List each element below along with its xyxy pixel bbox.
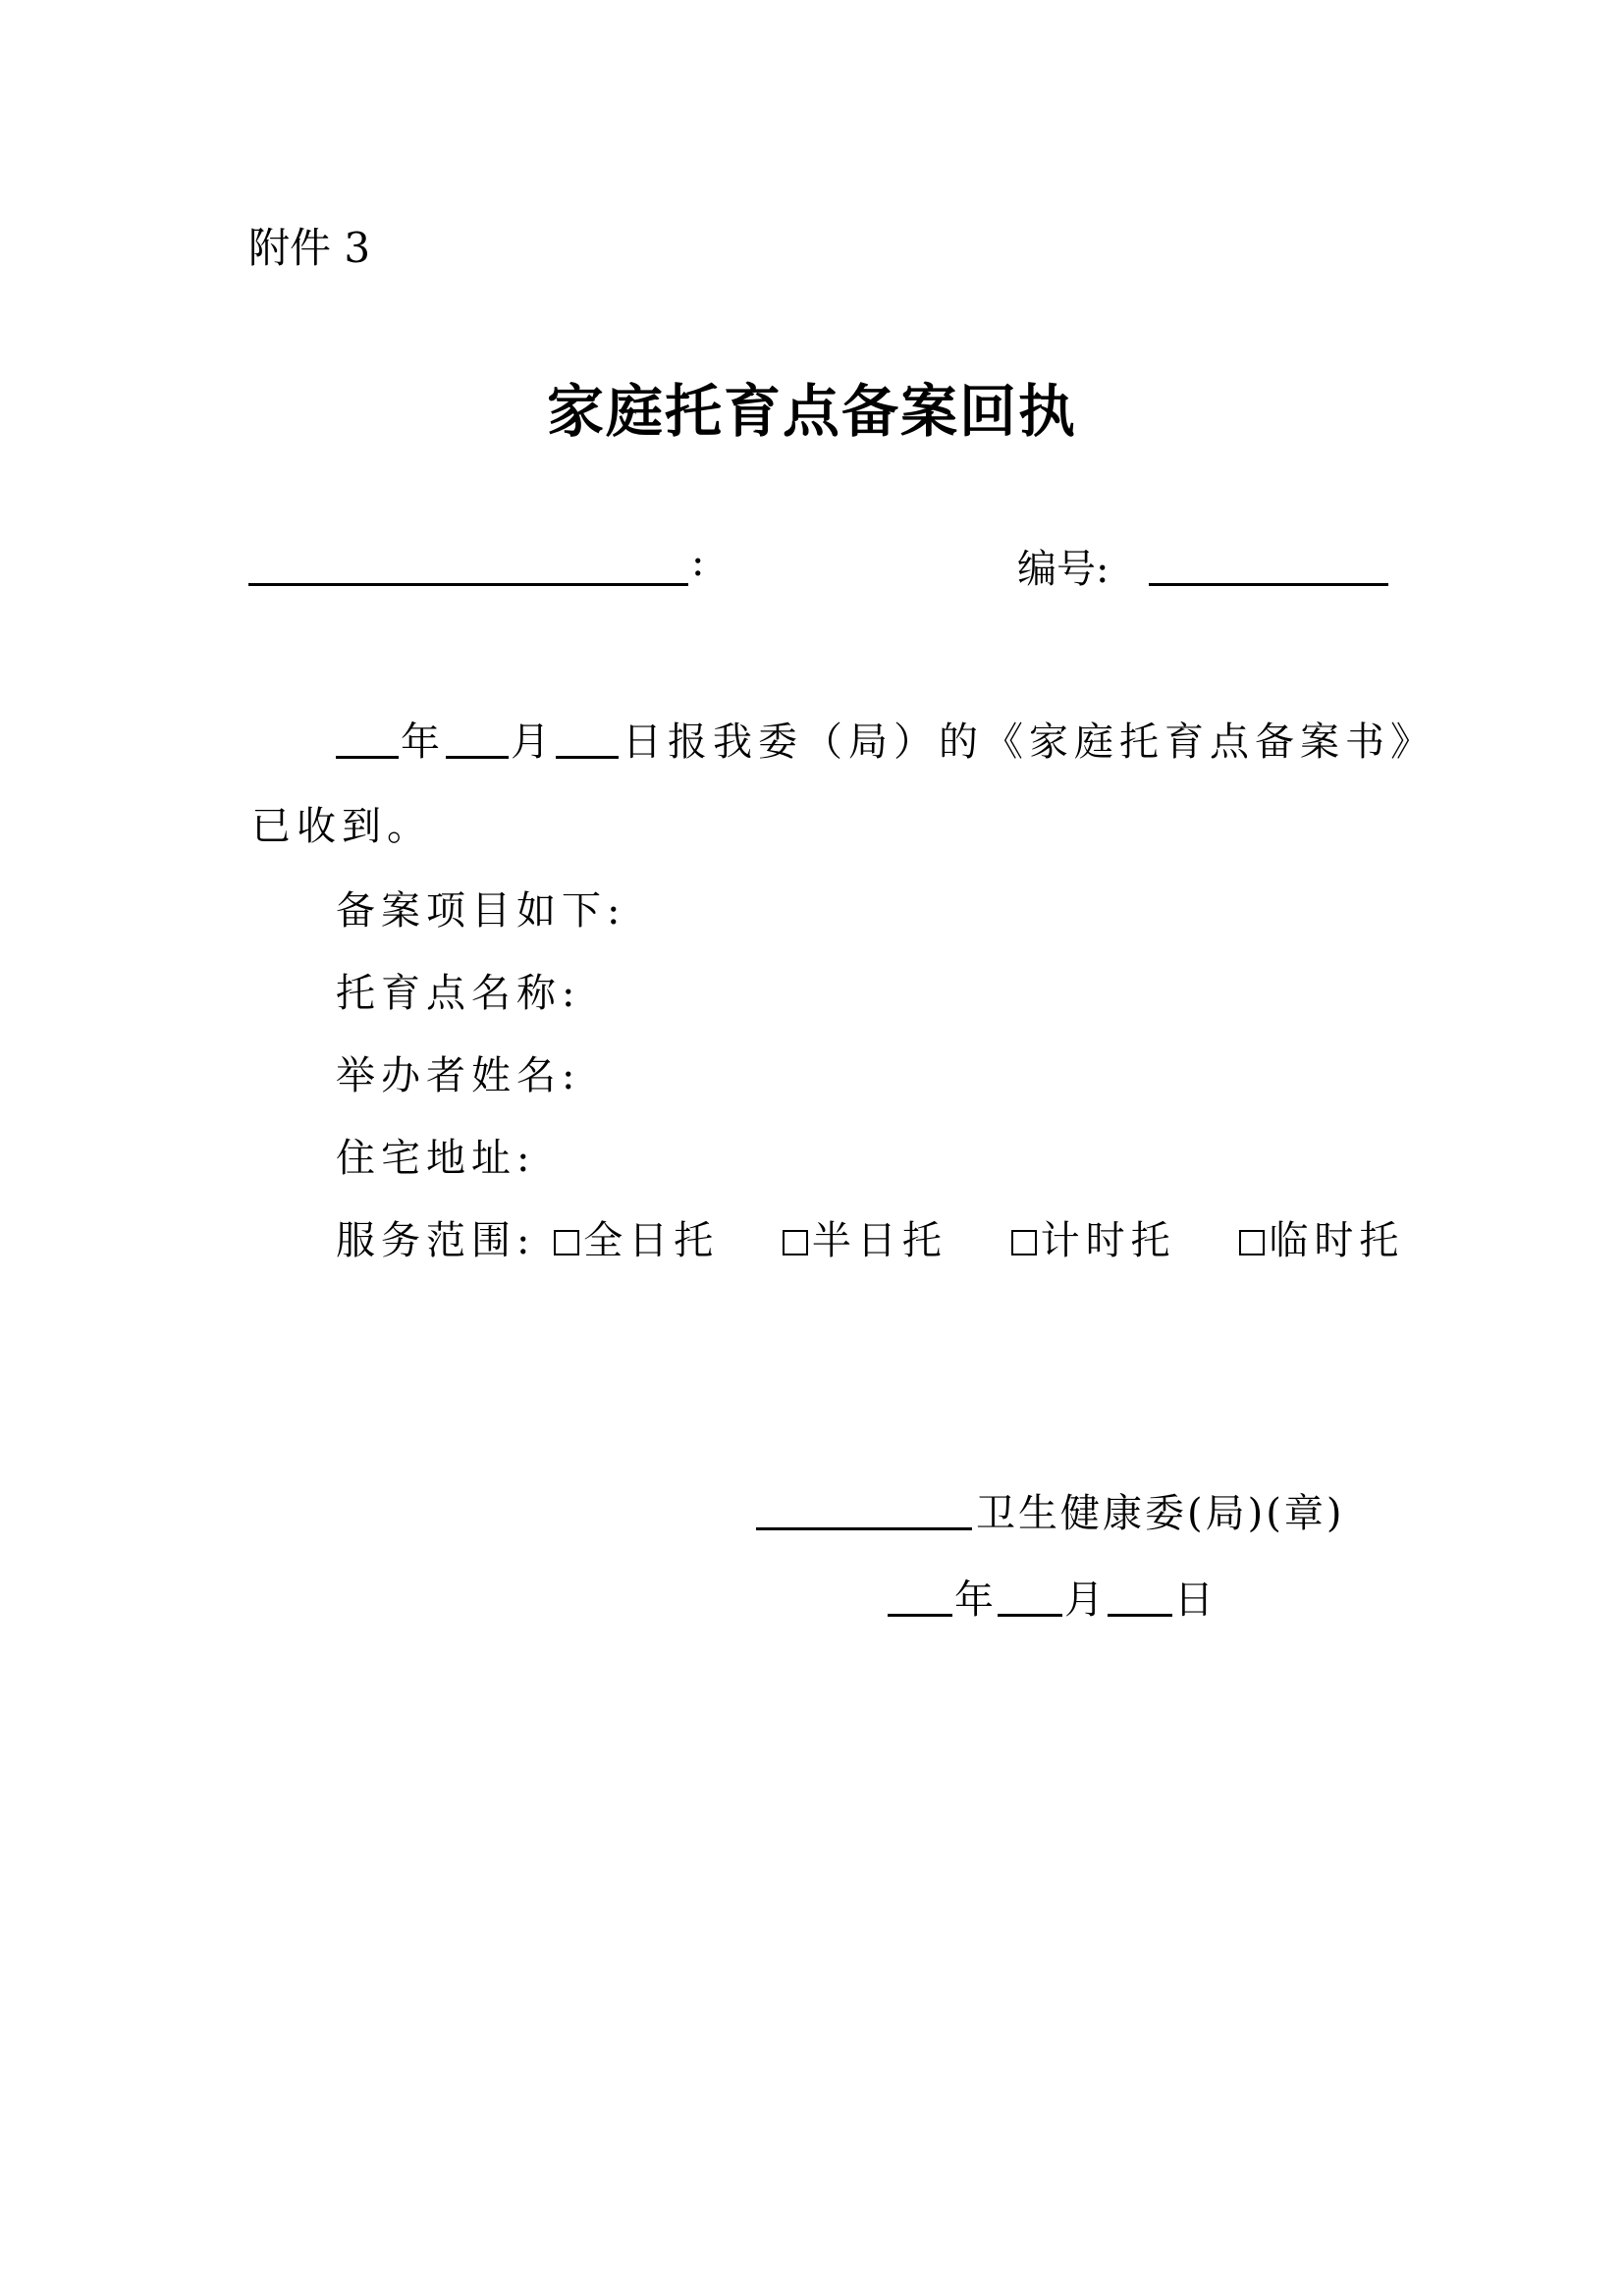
receipt-month-blank [446, 756, 509, 759]
receipt-year-blank [336, 756, 399, 759]
option-half-day[interactable] [783, 1209, 947, 1265]
field-address-label: 住宅地址: [336, 1136, 536, 1181]
addressee-blank-line [248, 583, 688, 586]
receipt-day-blank [556, 756, 619, 759]
footer-month-blank [998, 1614, 1062, 1617]
service-scope-label: 服务范围: [336, 1218, 536, 1263]
option-hourly-label: 计时托 [1040, 1218, 1176, 1263]
page-title: 家庭托育点备案回执 [546, 378, 1077, 445]
half-day-checkbox[interactable] [783, 1230, 808, 1255]
service-scope-row [336, 1209, 1404, 1265]
option-temporary-label: 临时托 [1269, 1218, 1405, 1263]
option-full-day[interactable] [554, 1209, 719, 1265]
receipt-statement-continued: 已收到。 [251, 804, 432, 849]
addressee-colon: : [691, 540, 705, 585]
option-half-day-label: 半日托 [811, 1218, 947, 1263]
footer-year-blank [888, 1614, 952, 1617]
footer-day-blank [1108, 1614, 1172, 1617]
authority-seal-label: 卫生健康委(局)(章) [976, 1491, 1345, 1536]
attachment-label: 附件 3 [248, 224, 371, 272]
receipt-month-label: 月 [511, 720, 556, 765]
field-organizer-name-label: 举办者姓名: [336, 1053, 581, 1098]
number-label: 编号: [1017, 547, 1110, 592]
footer-year-label: 年 [954, 1577, 994, 1623]
receipt-year-label: 年 [401, 720, 446, 765]
number-blank-line [1149, 583, 1388, 586]
footer-day-label: 日 [1174, 1577, 1214, 1623]
authority-blank-line [756, 1527, 972, 1530]
field-center-name-label: 托育点名称: [336, 971, 581, 1016]
option-full-day-label: 全日托 [583, 1218, 720, 1263]
items-intro: 备案项目如下: [336, 888, 626, 934]
temporary-checkbox[interactable] [1239, 1230, 1265, 1255]
option-temporary[interactable] [1239, 1209, 1404, 1265]
receipt-statement: 日报我委（局）的《家庭托育点备案书》 [623, 720, 1435, 765]
option-hourly[interactable] [1011, 1209, 1176, 1265]
full-day-checkbox[interactable] [554, 1230, 579, 1255]
footer-month-label: 月 [1064, 1577, 1104, 1623]
hourly-checkbox[interactable] [1011, 1230, 1037, 1255]
